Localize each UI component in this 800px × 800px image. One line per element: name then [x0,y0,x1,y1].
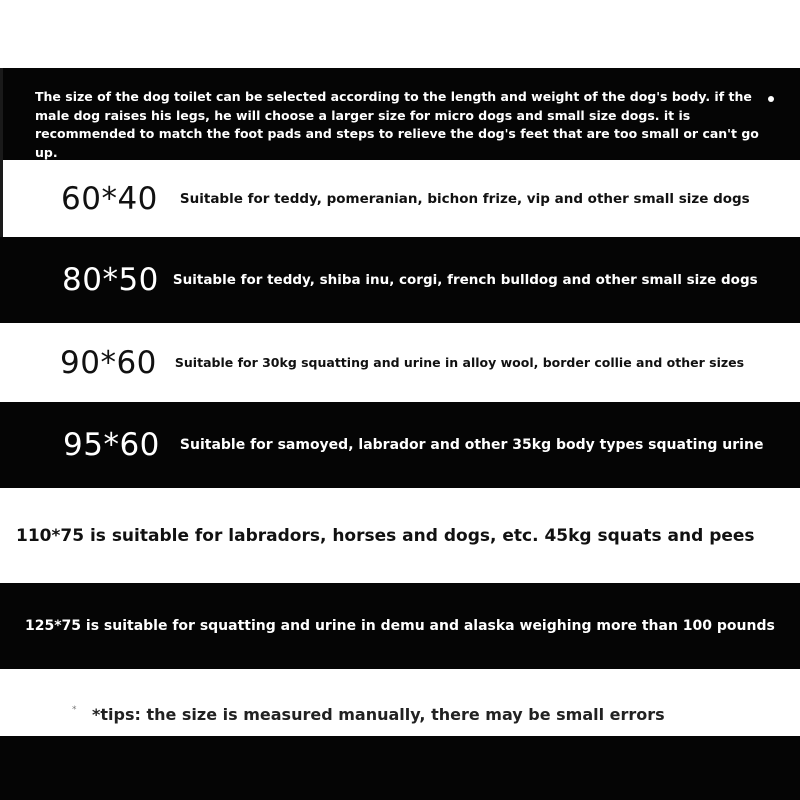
size-full-line: 125*75 is suitable for squatting and urine in demu and alaska weighing more than 100 pounds [25,618,775,634]
intro-banner [0,68,800,160]
footer-band [0,736,800,800]
size-description: Suitable for teddy, shiba inu, corgi, french bulldog and other small size dogs [172,272,758,288]
size-row-60x40 [0,160,800,237]
size-row-90x60 [0,323,800,402]
size-row-80x50 [0,237,800,323]
size-label: 95*60 [63,427,160,463]
size-description: Suitable for samoyed, labrador and other 35kg body types squating urine [179,437,764,453]
size-full-line: 110*75 is suitable for labradors, horses and dogs, etc. 45kg squats and pees [16,525,755,546]
size-row-95x60 [0,402,800,488]
size-description: Suitable for 30kg squatting and urine in alloy wool, border collie and other sizes [174,355,745,370]
size-label: 60*40 [61,180,158,217]
size-row-110x75 [0,488,800,583]
size-row-125x75 [0,583,800,669]
tips-banner [0,669,800,736]
size-description: Suitable for teddy, pomeranian, bichon frize, vip and other small size dogs [179,190,750,207]
size-label: 90*60 [60,344,157,381]
tips-text: *tips: the size is measured manually, there may be small errors [92,705,665,724]
intro-text: The size of the dog toilet can be selected according to the length and weight of the dog's body. if the male dog raises his legs, he will choose a larger size for micro dogs and small size dogs. it is recommended to match the foot pads and steps to relieve the dog's feet that are too small or can't go up. [35,89,759,160]
tips-mark: * [72,705,77,715]
size-label: 80*50 [62,262,159,298]
dot-icon [768,96,774,102]
